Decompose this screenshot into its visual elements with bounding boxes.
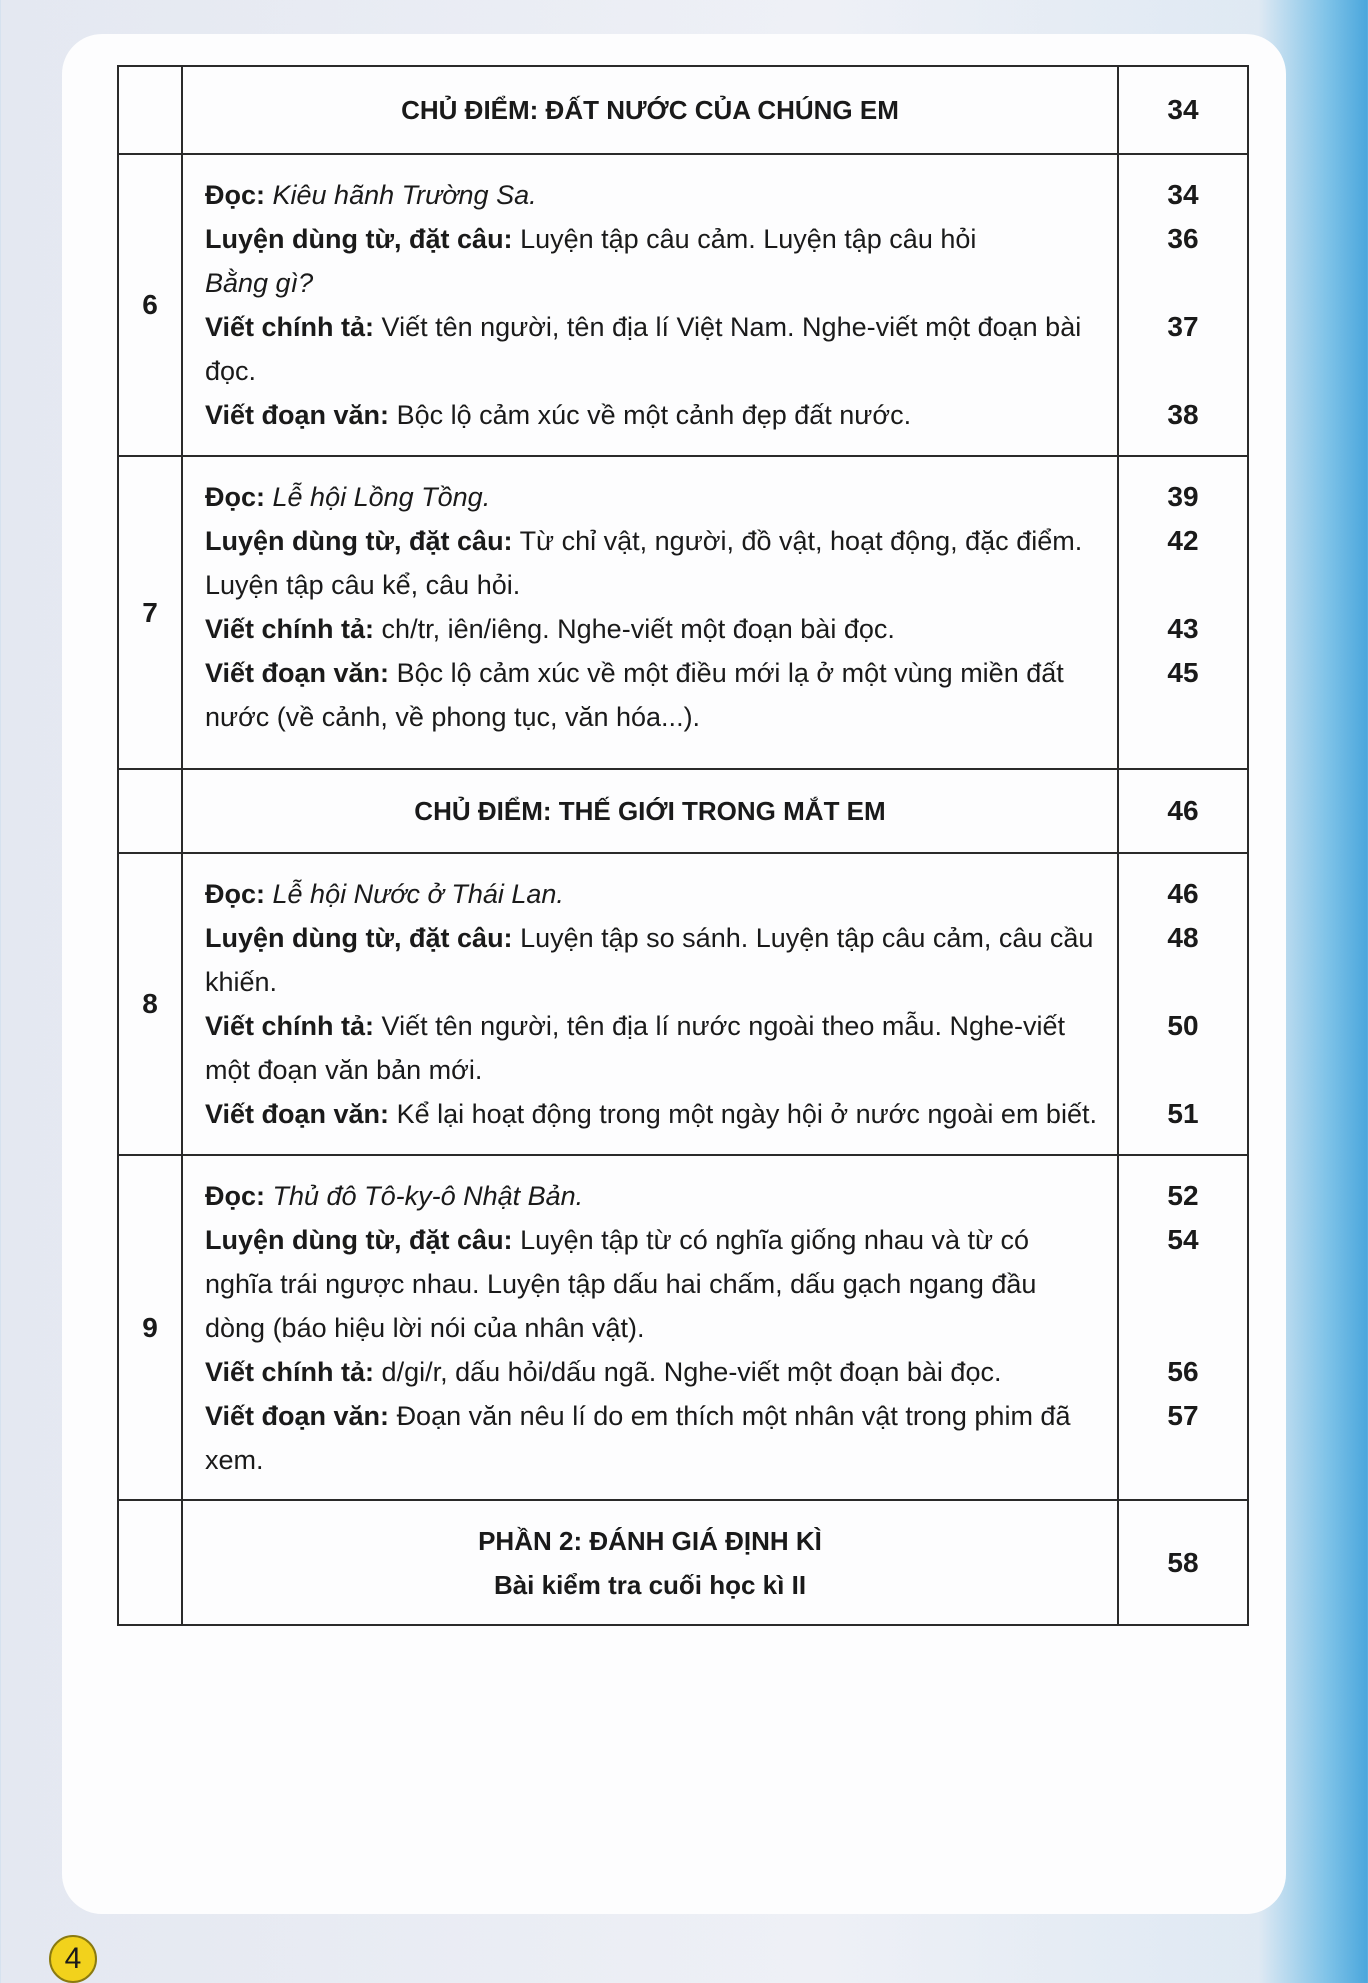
entry-label: Viết chính tả:: [205, 614, 375, 644]
entry-label: Đọc:: [205, 482, 265, 512]
entry-label: Viết đoạn văn:: [205, 658, 390, 688]
entry-text: Đoạn văn nêu lí do em thích một nhân vật trong phim đã xem.: [205, 1401, 1071, 1475]
table-of-contents: [117, 65, 1249, 1626]
entry-text: Viết tên người, tên địa lí Việt Nam. Nghe-viết một đoạn bài đọc.: [205, 312, 1082, 386]
page-ref: 42: [1167, 525, 1199, 556]
lesson-number: 7: [142, 596, 158, 628]
entry-label: Viết chính tả:: [205, 1357, 375, 1387]
page-ref: 51: [1167, 1098, 1199, 1129]
page-ref: 58: [1167, 1546, 1199, 1578]
lesson-number: 8: [142, 988, 158, 1019]
entry-label: Viết đoạn văn:: [205, 1099, 390, 1129]
section-subtitle: Bài kiểm tra cuối học kì II: [493, 1569, 807, 1600]
entry-text: Từ chỉ vật, người, đồ vật, hoạt động, đặc điểm. Luyện tập câu kể, câu hỏi.: [205, 526, 1083, 600]
toc-entry: [181, 1394, 1247, 1482]
entry-text: ch/tr, iên/iêng. Nghe-viết một đoạn bài đọc.: [381, 614, 895, 644]
toc-entry: [181, 1174, 1247, 1218]
lesson-row: [119, 1156, 1247, 1501]
entry-text: Luyện tập so sánh. Luyện tập câu cảm, câu cầu khiến.: [205, 923, 1094, 997]
entry-label: Đọc:: [205, 1181, 265, 1211]
section-title: [181, 67, 1119, 153]
entry-text: Kiêu hãnh Trường Sa.: [272, 180, 537, 210]
entry-text-cont: Bằng gì?: [205, 268, 314, 298]
entry-label: Luyện dùng từ, đặt câu:: [205, 923, 513, 953]
page-ref: 54: [1167, 1224, 1199, 1255]
toc-entry: [181, 1092, 1247, 1136]
lesson-row: [119, 155, 1247, 457]
entry-text: Bộc lộ cảm xúc về một điều mới lạ ở một vùng miền đất nước (về cảnh, về phong tục, văn hóa...).: [205, 658, 1064, 732]
toc-entry: [181, 1004, 1247, 1092]
entry-label: Luyện dùng từ, đặt câu:: [205, 1225, 513, 1255]
toc-entry: [181, 475, 1247, 519]
entry-text: Lễ hội Lồng Tồng.: [272, 482, 491, 512]
toc-entry: [181, 393, 1247, 437]
entry-text: Viết tên người, tên địa lí nước ngoài theo mẫu. Nghe-viết một đoạn văn bản mới.: [205, 1011, 1065, 1085]
entry-text: Bộc lộ cảm xúc về một cảnh đẹp đất nước.: [396, 400, 912, 430]
page-ref: 43: [1167, 613, 1199, 644]
section-header-row: [119, 770, 1247, 854]
entry-label: Luyện dùng từ, đặt câu:: [205, 224, 513, 254]
toc-entry: [181, 519, 1247, 607]
section-title: [181, 770, 1119, 852]
section-title: [181, 1501, 1119, 1624]
page-ref: 46: [1167, 878, 1199, 909]
page-ref: 50: [1167, 1010, 1199, 1041]
page-ref: 57: [1167, 1400, 1199, 1431]
lesson-number: [119, 770, 181, 852]
section-header-row: [119, 1501, 1247, 1626]
lesson-number: 9: [142, 1311, 158, 1343]
page-ref: 36: [1167, 223, 1199, 254]
entry-text: Thủ đô Tô-ky-ô Nhật Bản.: [272, 1181, 584, 1211]
lesson-row: [119, 854, 1247, 1156]
page-ref: 45: [1167, 657, 1199, 688]
entry-label: Đọc:: [205, 180, 265, 210]
toc-entry: [181, 872, 1247, 916]
toc-entry: [181, 607, 1247, 651]
page-ref: 37: [1167, 311, 1199, 342]
toc-entry: [181, 1218, 1247, 1350]
section-title-text: PHẦN 2: ĐÁNH GIÁ ĐỊNH KÌ: [478, 1525, 822, 1556]
entry-label: Viết đoạn văn:: [205, 400, 390, 430]
entry-text: Lễ hội Nước ở Thái Lan.: [272, 879, 564, 909]
page-ref: 46: [1167, 795, 1199, 826]
page-ref: 48: [1167, 922, 1199, 953]
page-number: 4: [64, 1942, 82, 1975]
toc-entry: [181, 651, 1247, 739]
page-ref: 56: [1167, 1356, 1199, 1387]
toc-entry: [181, 173, 1247, 217]
entry-text: Luyện tập câu cảm. Luyện tập câu hỏi: [520, 224, 977, 254]
toc-entry: [181, 305, 1247, 393]
lesson-number: 6: [142, 289, 158, 320]
page-ref: 39: [1167, 481, 1199, 512]
page-ref: 34: [1167, 179, 1199, 210]
section-title-text: CHỦ ĐIỂM: ĐẤT NƯỚC CỦA CHÚNG EM: [401, 95, 899, 125]
lesson-row: [119, 457, 1247, 770]
page-ref: 34: [1167, 94, 1199, 125]
entry-text: d/gi/r, dấu hỏi/dấu ngã. Nghe-viết một đoạn bài đọc.: [381, 1357, 1002, 1387]
entry-text: Luyện tập từ có nghĩa giống nhau và từ có nghĩa trái ngược nhau. Luyện tập dấu hai chấm, dấu gạch ngang đầu dòng (báo hiệu lời nói của nhân vật).: [205, 1225, 1037, 1343]
toc-entry: [181, 217, 1247, 305]
page-ref: 52: [1167, 1180, 1199, 1211]
toc-entry: [181, 916, 1247, 1004]
entry-text: Kể lại hoạt động trong một ngày hội ở nước ngoài em biết.: [396, 1099, 1097, 1129]
entry-label: Viết chính tả:: [205, 1011, 375, 1041]
section-title-text: CHỦ ĐIỂM: THẾ GIỚI TRONG MẮT EM: [414, 796, 886, 826]
entry-label: Viết đoạn văn:: [205, 1401, 390, 1431]
entry-label: Viết chính tả:: [205, 312, 375, 342]
entry-label: Luyện dùng từ, đặt câu:: [205, 526, 513, 556]
section-header-row: [119, 67, 1247, 155]
lesson-number: [119, 67, 181, 153]
entry-label: Đọc:: [205, 879, 265, 909]
toc-entry: [181, 1350, 1247, 1394]
lesson-number: [119, 1501, 181, 1624]
page-ref: 38: [1167, 399, 1199, 430]
